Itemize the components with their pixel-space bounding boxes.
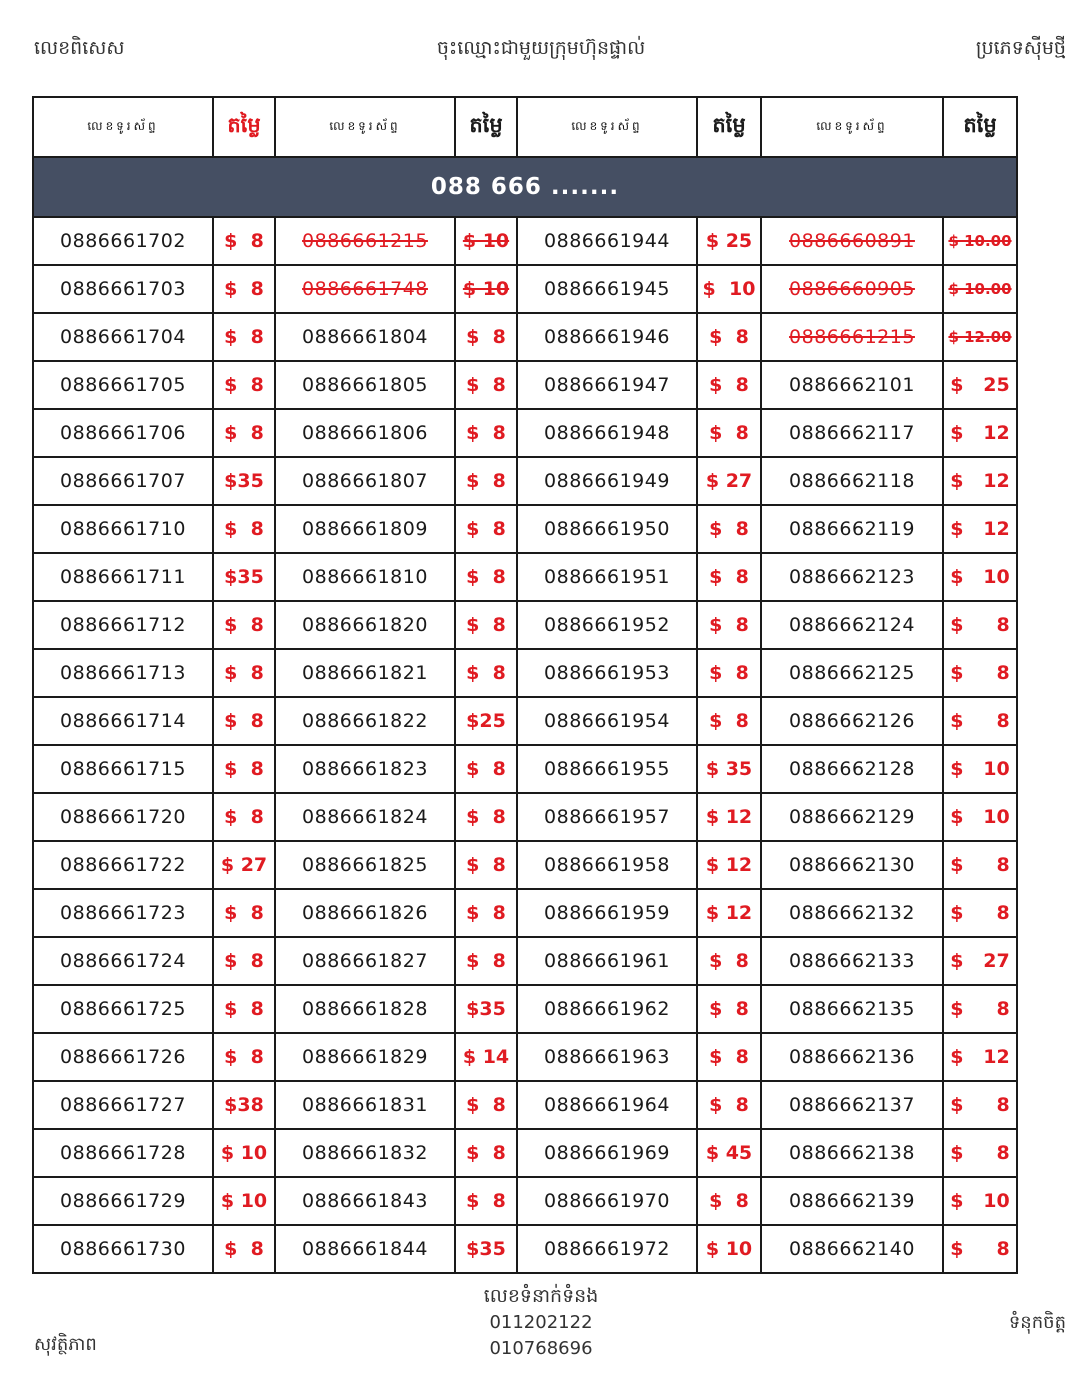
phone-number-cell: 0886661954: [517, 697, 697, 745]
phone-number-cell: 0886661704: [33, 313, 213, 361]
price-cell: $ 10: [943, 553, 1017, 601]
phone-number-cell: 0886661820: [275, 601, 455, 649]
phone-number-cell: 0886662125: [761, 649, 943, 697]
phone-number-cell: 0886662132: [761, 889, 943, 937]
phone-number-cell: 0886661843: [275, 1177, 455, 1225]
price-cell: $ 8: [697, 1081, 761, 1129]
phone-number-cell: 0886661729: [33, 1177, 213, 1225]
phone-number-cell: 0886661706: [33, 409, 213, 457]
price-table: [32, 96, 1018, 1274]
price-cell: $ 10.00: [943, 217, 1017, 265]
footer-left-text: សុវត្ថិភាព: [34, 1334, 97, 1355]
table-row: [33, 313, 1017, 361]
price-cell: $ 12.00: [943, 313, 1017, 361]
phone-number-cell: 0886661969: [517, 1129, 697, 1177]
price-cell: $ 8: [213, 313, 275, 361]
price-cell: $ 8: [455, 745, 517, 793]
phone-number-cell: 0886661823: [275, 745, 455, 793]
price-cell: $ 12: [943, 505, 1017, 553]
price-cell: $ 10: [697, 265, 761, 313]
price-cell: $ 8: [213, 649, 275, 697]
price-cell: $ 8: [455, 793, 517, 841]
phone-number-cell: 0886661806: [275, 409, 455, 457]
phone-number-cell: 0886661828: [275, 985, 455, 1033]
price-cell: $ 10: [213, 1177, 275, 1225]
phone-number-cell: 0886661824: [275, 793, 455, 841]
phone-number-cell: 0886662124: [761, 601, 943, 649]
price-cell: $ 8: [213, 985, 275, 1033]
price-cell: $ 8: [213, 265, 275, 313]
price-cell: $ 8: [697, 409, 761, 457]
price-cell: $ 8: [213, 409, 275, 457]
price-cell: $ 8: [943, 889, 1017, 937]
phone-number-cell: 0886661807: [275, 457, 455, 505]
phone-number-cell: 0886662140: [761, 1225, 943, 1273]
price-cell: $ 8: [943, 841, 1017, 889]
price-cell: $ 8: [455, 841, 517, 889]
price-cell: $ 8: [455, 937, 517, 985]
phone-number-cell: 0886661713: [33, 649, 213, 697]
price-cell: $ 8: [213, 601, 275, 649]
phone-number-cell: 0886662128: [761, 745, 943, 793]
table-row: [33, 745, 1017, 793]
price-cell: $ 12: [943, 409, 1017, 457]
price-cell: $25: [455, 697, 517, 745]
phone-number-cell: 0886661955: [517, 745, 697, 793]
price-cell: $ 27: [943, 937, 1017, 985]
table-row: [33, 553, 1017, 601]
price-cell: $ 8: [943, 1129, 1017, 1177]
phone-number-cell: 0886661710: [33, 505, 213, 553]
phone-number-cell: 0886661827: [275, 937, 455, 985]
phone-number-cell: 0886661958: [517, 841, 697, 889]
price-cell: $ 8: [455, 457, 517, 505]
phone-number-cell: 0886661946: [517, 313, 697, 361]
phone-number-cell: 0886661951: [517, 553, 697, 601]
price-cell: $35: [213, 457, 275, 505]
prefix-band: [33, 157, 1017, 217]
phone-number-cell: 0886661712: [33, 601, 213, 649]
price-cell: $ 8: [943, 1081, 1017, 1129]
phone-number-cell: 0886661961: [517, 937, 697, 985]
phone-number-cell: 0886661829: [275, 1033, 455, 1081]
phone-number-cell: 0886661970: [517, 1177, 697, 1225]
column-header-price: តម្លៃ: [943, 97, 1017, 157]
phone-number-cell: 0886661844: [275, 1225, 455, 1273]
table-row: [33, 1129, 1017, 1177]
phone-number-cell: 0886661728: [33, 1129, 213, 1177]
phone-number-cell: 0886661821: [275, 649, 455, 697]
price-cell: $ 8: [943, 697, 1017, 745]
phone-number-cell: 0886662119: [761, 505, 943, 553]
column-header-price: តម្លៃ: [697, 97, 761, 157]
table-row: [33, 889, 1017, 937]
price-cell: $ 27: [213, 841, 275, 889]
price-cell: $ 12: [943, 457, 1017, 505]
phone-number-cell: 0886661723: [33, 889, 213, 937]
price-cell: $ 8: [697, 697, 761, 745]
column-header-number: លេខទូរស័ព្ទ: [761, 97, 943, 157]
phone-number-cell: 0886661722: [33, 841, 213, 889]
phone-number-cell: 0886661972: [517, 1225, 697, 1273]
price-cell: $ 8: [455, 1177, 517, 1225]
phone-number-cell: 0886662133: [761, 937, 943, 985]
price-cell: $ 8: [697, 937, 761, 985]
table-row: [33, 985, 1017, 1033]
phone-number-cell: 0886661714: [33, 697, 213, 745]
table-row: [33, 1081, 1017, 1129]
phone-number-cell: 0886661822: [275, 697, 455, 745]
phone-number-cell: 0886661953: [517, 649, 697, 697]
price-cell: $ 8: [213, 505, 275, 553]
table-row: [33, 457, 1017, 505]
phone-number-cell: 0886661711: [33, 553, 213, 601]
price-cell: $ 8: [697, 601, 761, 649]
price-cell: $ 35: [697, 745, 761, 793]
phone-number-cell: 0886661950: [517, 505, 697, 553]
price-cell: $ 8: [943, 649, 1017, 697]
price-cell: $ 10: [697, 1225, 761, 1273]
table-row: [33, 649, 1017, 697]
price-cell: $ 8: [697, 553, 761, 601]
contact-phone-1: 011202122: [489, 1312, 593, 1333]
price-cell: $35: [455, 985, 517, 1033]
table-row: [33, 697, 1017, 745]
phone-number-cell: 0886661809: [275, 505, 455, 553]
price-cell: $ 10: [943, 745, 1017, 793]
phone-number-cell: 0886661832: [275, 1129, 455, 1177]
phone-number-cell: 0886661715: [33, 745, 213, 793]
phone-number-cell: 0886661804: [275, 313, 455, 361]
price-cell: $ 8: [213, 745, 275, 793]
phone-number-cell: 0886661831: [275, 1081, 455, 1129]
phone-number-cell: 0886661949: [517, 457, 697, 505]
phone-number-cell: 0886662117: [761, 409, 943, 457]
phone-number-cell: 0886661826: [275, 889, 455, 937]
phone-number-cell: 0886662135: [761, 985, 943, 1033]
price-cell: $ 10: [455, 217, 517, 265]
price-cell: $ 8: [455, 505, 517, 553]
phone-number-cell: 0886661702: [33, 217, 213, 265]
price-cell: $ 8: [697, 505, 761, 553]
price-cell: $ 8: [455, 1129, 517, 1177]
phone-number-cell: 0886661825: [275, 841, 455, 889]
price-cell: $ 8: [213, 889, 275, 937]
price-cell: $ 8: [455, 889, 517, 937]
phone-number-cell: 0886661963: [517, 1033, 697, 1081]
column-header-number: លេខទូរស័ព្ទ: [33, 97, 213, 157]
price-cell: $ 8: [213, 217, 275, 265]
table-row: [33, 841, 1017, 889]
price-cell: $ 8: [943, 985, 1017, 1033]
phone-number-cell: 0886661705: [33, 361, 213, 409]
phone-number-cell: 0886661962: [517, 985, 697, 1033]
phone-number-cell: 0886661720: [33, 793, 213, 841]
phone-number-cell: 0886662118: [761, 457, 943, 505]
table-row: [33, 1225, 1017, 1273]
phone-number-cell: 0886662123: [761, 553, 943, 601]
price-cell: $ 12: [697, 889, 761, 937]
column-header-number: លេខទូរស័ព្ទ: [517, 97, 697, 157]
phone-number-cell: 0886662138: [761, 1129, 943, 1177]
price-cell: $ 8: [697, 1177, 761, 1225]
header-center-title: ចុះឈ្មោះជាមួយក្រុមហ៊ុនផ្ទាល់: [436, 37, 646, 59]
price-cell: $ 8: [455, 409, 517, 457]
phone-number-cell: 0886662101: [761, 361, 943, 409]
price-cell: $ 8: [213, 697, 275, 745]
phone-number-cell: 0886661725: [33, 985, 213, 1033]
table-row: [33, 793, 1017, 841]
price-cell: $ 10: [943, 793, 1017, 841]
header-right-title: ប្រភេទស៊ីមថ្មី: [975, 37, 1066, 59]
price-cell: $ 8: [455, 361, 517, 409]
price-cell: $35: [213, 553, 275, 601]
phone-number-cell: 0886661948: [517, 409, 697, 457]
phone-number-cell: 0886662136: [761, 1033, 943, 1081]
price-cell: $ 45: [697, 1129, 761, 1177]
phone-number-cell: 0886661726: [33, 1033, 213, 1081]
phone-number-cell: 0886661215: [761, 313, 943, 361]
price-cell: $ 8: [213, 793, 275, 841]
phone-number-cell: 0886661964: [517, 1081, 697, 1129]
price-cell: $ 12: [943, 1033, 1017, 1081]
price-cell: $ 8: [213, 1033, 275, 1081]
column-header-price: តម្លៃ: [213, 97, 275, 157]
phone-number-cell: 0886662139: [761, 1177, 943, 1225]
price-cell: $ 8: [455, 313, 517, 361]
price-cell: $ 25: [943, 361, 1017, 409]
table-row: [33, 265, 1017, 313]
phone-number-cell: 0886661810: [275, 553, 455, 601]
phone-number-cell: 0886661703: [33, 265, 213, 313]
phone-number-cell: 0886661215: [275, 217, 455, 265]
price-cell: $ 25: [697, 217, 761, 265]
price-cell: $ 8: [455, 601, 517, 649]
phone-number-cell: 0886661727: [33, 1081, 213, 1129]
price-cell: $ 8: [213, 937, 275, 985]
phone-number-cell: 0886662126: [761, 697, 943, 745]
table-row: [33, 217, 1017, 265]
price-cell: $ 8: [213, 361, 275, 409]
phone-number-cell: 0886661947: [517, 361, 697, 409]
phone-number-cell: 0886661959: [517, 889, 697, 937]
phone-number-cell: 0886661957: [517, 793, 697, 841]
phone-number-cell: 0886661748: [275, 265, 455, 313]
price-cell: $ 14: [455, 1033, 517, 1081]
phone-number-cell: 0886662129: [761, 793, 943, 841]
phone-number-cell: 0886660905: [761, 265, 943, 313]
column-header-price: តម្លៃ: [455, 97, 517, 157]
phone-number-cell: 0886661730: [33, 1225, 213, 1273]
price-cell: $ 10: [455, 265, 517, 313]
prefix-band-label: 088 666 .......: [33, 157, 1017, 217]
price-cell: $ 10: [943, 1177, 1017, 1225]
phone-number-cell: 0886662130: [761, 841, 943, 889]
price-cell: $ 8: [943, 601, 1017, 649]
table-row: [33, 505, 1017, 553]
price-cell: $ 8: [697, 649, 761, 697]
phone-number-cell: 0886661724: [33, 937, 213, 985]
price-cell: $ 12: [697, 841, 761, 889]
phone-number-cell: 0886661944: [517, 217, 697, 265]
column-header-number: លេខទូរស័ព្ទ: [275, 97, 455, 157]
price-cell: $ 8: [697, 313, 761, 361]
price-cell: $ 8: [455, 1081, 517, 1129]
price-cell: $ 27: [697, 457, 761, 505]
phone-number-cell: 0886661805: [275, 361, 455, 409]
price-cell: $ 8: [455, 553, 517, 601]
table-header-row: [33, 97, 1017, 157]
price-cell: $ 8: [697, 985, 761, 1033]
contact-phone-2: 010768696: [489, 1338, 593, 1359]
price-cell: $ 10: [213, 1129, 275, 1177]
price-cell: $ 10.00: [943, 265, 1017, 313]
footer-right-text: ទំនុកចិត្ត: [1008, 1312, 1066, 1333]
price-cell: $ 8: [213, 1225, 275, 1273]
price-cell: $ 8: [697, 1033, 761, 1081]
table-row: [33, 937, 1017, 985]
price-cell: $ 8: [697, 361, 761, 409]
price-cell: $ 8: [943, 1225, 1017, 1273]
price-cell: $35: [455, 1225, 517, 1273]
table-row: [33, 361, 1017, 409]
contact-title: លេខទំនាក់ទំនង: [483, 1285, 599, 1307]
phone-number-cell: 0886661952: [517, 601, 697, 649]
phone-number-cell: 0886661945: [517, 265, 697, 313]
phone-number-cell: 0886661707: [33, 457, 213, 505]
phone-number-cell: 0886662137: [761, 1081, 943, 1129]
price-cell: $ 12: [697, 793, 761, 841]
table-row: [33, 1033, 1017, 1081]
table-row: [33, 409, 1017, 457]
price-cell: $ 8: [455, 649, 517, 697]
table-row: [33, 1177, 1017, 1225]
table-row: [33, 601, 1017, 649]
header-left-title: លេខពិសេស: [34, 37, 125, 59]
price-cell: $38: [213, 1081, 275, 1129]
phone-number-cell: 0886660891: [761, 217, 943, 265]
